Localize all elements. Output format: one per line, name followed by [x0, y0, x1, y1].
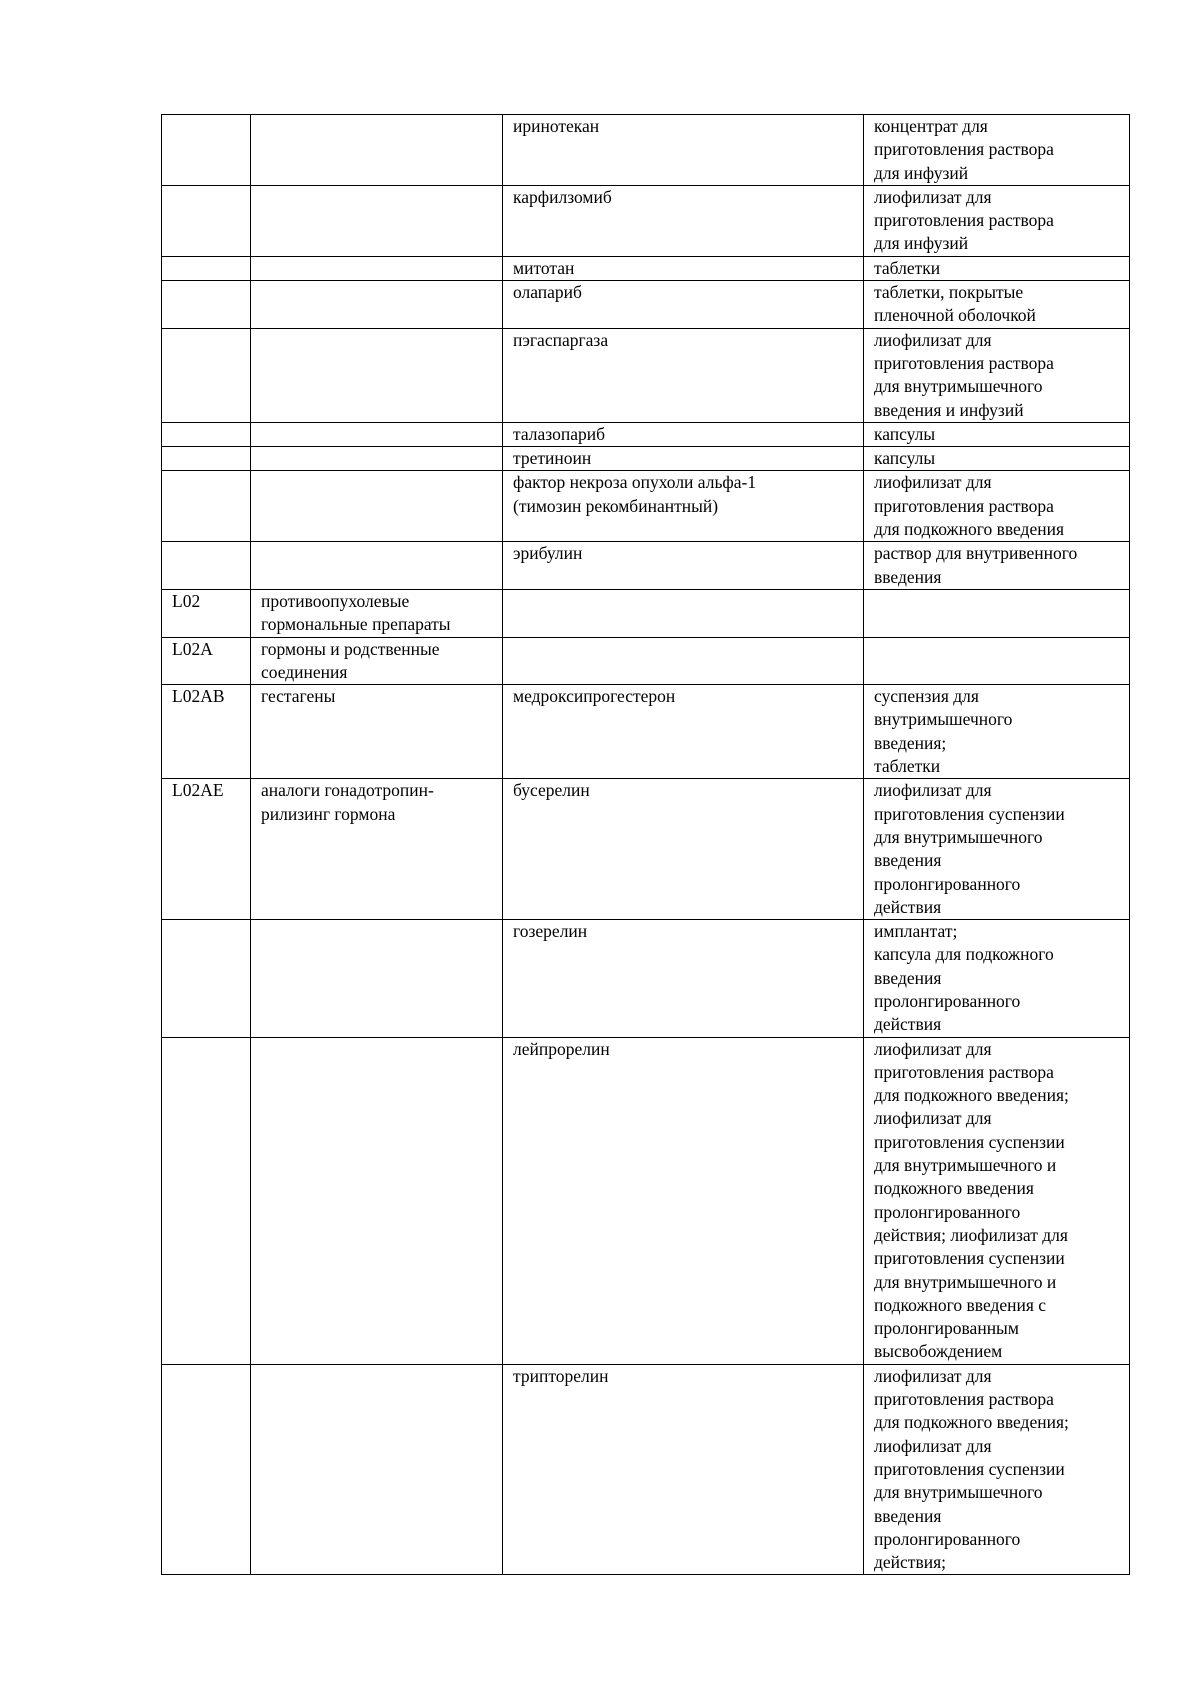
- table-row: [162, 589, 1130, 637]
- atc-code-cell: [162, 281, 251, 329]
- anatomical-group-cell: [251, 115, 503, 186]
- dosage-form-cell: капсулы: [864, 422, 1130, 446]
- drug-name-cell: талазопариб: [503, 422, 864, 446]
- drug-name-cell: иринотекан: [503, 115, 864, 186]
- anatomical-group-cell: [251, 256, 503, 280]
- drug-name-cell: пэгаспаргаза: [503, 328, 864, 422]
- table-row: [162, 920, 1130, 1037]
- atc-code-cell: [162, 1364, 251, 1575]
- table-row: [162, 185, 1130, 256]
- anatomical-group-cell: [251, 328, 503, 422]
- table-row: [162, 115, 1130, 186]
- atc-code-cell: [162, 447, 251, 471]
- table-row: [162, 1364, 1130, 1575]
- dosage-form-cell: концентрат для приготовления раствора для инфузий: [864, 115, 1130, 186]
- atc-code-cell: [162, 256, 251, 280]
- drug-name-cell: третиноин: [503, 447, 864, 471]
- drug-name-cell: [503, 589, 864, 637]
- dosage-form-cell: [864, 637, 1130, 685]
- drug-name-cell: фактор некроза опухоли альфа-1 (тимозин рекомбинантный): [503, 471, 864, 542]
- drug-name-cell: эрибулин: [503, 542, 864, 590]
- table-row: [162, 471, 1130, 542]
- table-row: [162, 256, 1130, 280]
- dosage-form-cell: капсулы: [864, 447, 1130, 471]
- atc-code-cell: [162, 920, 251, 1037]
- atc-code-cell: [162, 185, 251, 256]
- atc-code-cell: [162, 471, 251, 542]
- drug-name-cell: лейпрорелин: [503, 1037, 864, 1364]
- atc-code-cell: [162, 115, 251, 186]
- drug-name-cell: трипторелин: [503, 1364, 864, 1575]
- dosage-form-cell: раствор для внутривенного введения: [864, 542, 1130, 590]
- anatomical-group-cell: [251, 281, 503, 329]
- anatomical-group-cell: аналоги гонадотропин- рилизинг гормона: [251, 779, 503, 920]
- atc-code-cell: [162, 422, 251, 446]
- table-row: [162, 1037, 1130, 1364]
- anatomical-group-cell: [251, 471, 503, 542]
- drug-name-cell: митотан: [503, 256, 864, 280]
- dosage-form-cell: таблетки: [864, 256, 1130, 280]
- anatomical-group-cell: гестагены: [251, 685, 503, 779]
- table-row: [162, 281, 1130, 329]
- drug-name-cell: бусерелин: [503, 779, 864, 920]
- atc-code-cell: [162, 328, 251, 422]
- anatomical-group-cell: [251, 1364, 503, 1575]
- dosage-form-cell: [864, 589, 1130, 637]
- table-row: [162, 542, 1130, 590]
- dosage-form-cell: лиофилизат для приготовления раствора для инфузий: [864, 185, 1130, 256]
- anatomical-group-cell: [251, 447, 503, 471]
- atc-code-cell: L02: [162, 589, 251, 637]
- anatomical-group-cell: [251, 422, 503, 446]
- anatomical-group-cell: [251, 1037, 503, 1364]
- dosage-form-cell: имплантат; капсула для подкожного введения пролонгированного действия: [864, 920, 1130, 1037]
- table-row: [162, 447, 1130, 471]
- table-row: [162, 422, 1130, 446]
- table-row: [162, 328, 1130, 422]
- anatomical-group-cell: гормоны и родственные соединения: [251, 637, 503, 685]
- dosage-form-cell: лиофилизат для приготовления раствора для подкожного введения: [864, 471, 1130, 542]
- anatomical-group-cell: [251, 185, 503, 256]
- anatomical-group-cell: [251, 542, 503, 590]
- drug-name-cell: карфилзомиб: [503, 185, 864, 256]
- drug-name-cell: медроксипрогестерон: [503, 685, 864, 779]
- drug-name-cell: [503, 637, 864, 685]
- drug-name-cell: гозерелин: [503, 920, 864, 1037]
- dosage-form-cell: лиофилизат для приготовления раствора для подкожного введения; лиофилизат для приготовления суспензии для внутримышечного введения пролонгированного действия;: [864, 1364, 1130, 1575]
- atc-code-cell: L02AB: [162, 685, 251, 779]
- drug-name-cell: олапариб: [503, 281, 864, 329]
- atc-code-cell: L02A: [162, 637, 251, 685]
- dosage-form-cell: лиофилизат для приготовления суспензии для внутримышечного введения пролонгированного действия: [864, 779, 1130, 920]
- dosage-form-cell: лиофилизат для приготовления раствора для внутримышечного введения и инфузий: [864, 328, 1130, 422]
- table-body: [162, 115, 1130, 1575]
- dosage-form-cell: таблетки, покрытые пленочной оболочкой: [864, 281, 1130, 329]
- medication-table: [161, 114, 1130, 1575]
- anatomical-group-cell: противоопухолевые гормональные препараты: [251, 589, 503, 637]
- table-row: [162, 637, 1130, 685]
- anatomical-group-cell: [251, 920, 503, 1037]
- table-row: [162, 685, 1130, 779]
- atc-code-cell: [162, 1037, 251, 1364]
- atc-code-cell: [162, 542, 251, 590]
- atc-code-cell: L02AE: [162, 779, 251, 920]
- dosage-form-cell: суспензия для внутримышечного введения; таблетки: [864, 685, 1130, 779]
- dosage-form-cell: лиофилизат для приготовления раствора для подкожного введения; лиофилизат для приготовления суспензии для внутримышечного и подкожного введения пролонгированного действия; лиофилизат для приготовления суспензии для внутримышечного и подкожного введения с пролонгированным высвобождением: [864, 1037, 1130, 1364]
- table-row: [162, 779, 1130, 920]
